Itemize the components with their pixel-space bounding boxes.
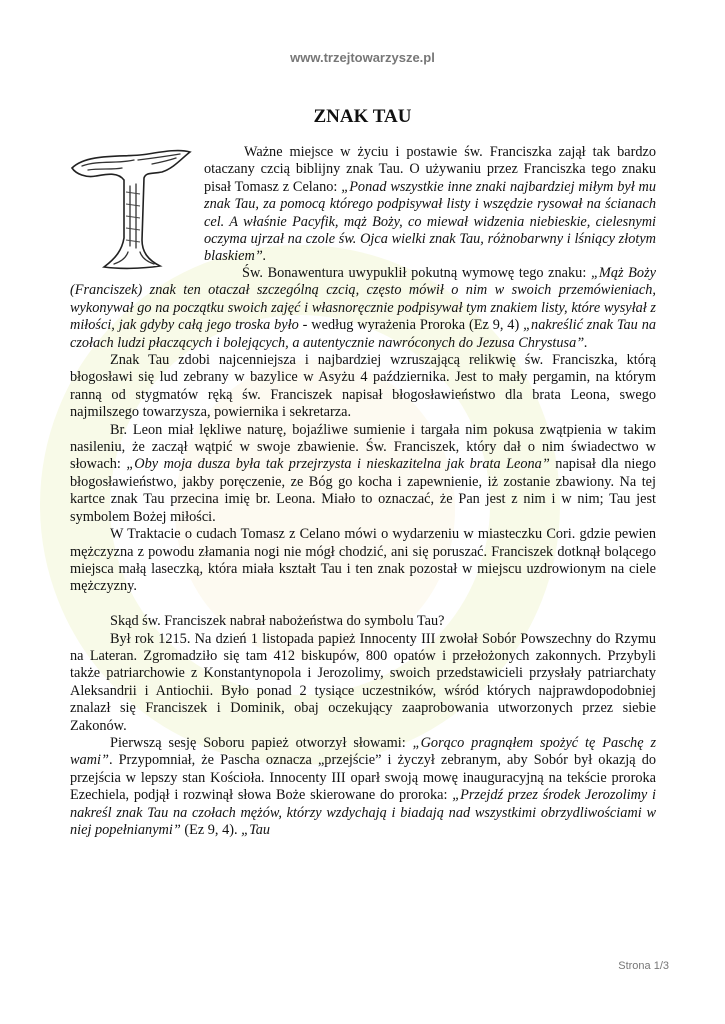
paragraph-session xyxy=(70,735,656,839)
paragraph-text: napisał dla niego błogosławieństwo, jakby poręczenie, ze Bóg go kocha i zapewnienie, iż zostanie zbawiony. Na tej kartce znak Tau przecina imię br. Leona. Miało to oznaczać, że Pan jest z nim i w nim; Tau jest symbolem Bożej miłości. xyxy=(70,456,657,525)
tau-cross-icon xyxy=(68,148,194,272)
quote-text: „nakreślić znak Tau na czołach ludzi płaczących i bolejących, a autentycznie nawróconych do Jezusa Chrystusa”. xyxy=(70,317,656,351)
intro-text: Ważne miejsce w życiu i postawie św. Franciszka zajął tak bardzo otaczany czcią biblijny znak Tau. O używaniu przez Franciszka tego znaku pisał Tomasz z Celano: xyxy=(204,144,656,195)
paragraph-leon xyxy=(70,422,656,526)
paragraph-text: (Ez 9, 4). xyxy=(180,821,242,838)
quote-text: „Mąż Boży (Franciszek) znak ten otaczał szczególną czcią, często mówił o nim w swoich przemówieniach, wykonywał go na początku swoich zajęć i własnoręcznie podpisywał tym znakiem listy, które wysyłał z miłości, jak gdyby całą jego troska było xyxy=(70,265,656,334)
paragraph-cori: W Traktacie o cudach Tomasz z Celano mówi o wydarzeniu w miasteczku Cori. gdzie pewien mężczyzna z powodu złamania nogi nie mógł chodzić, ani się poruszać. Franciszek dotknął bolącego miejsca małą laseczką, która miała kształt Tau i ten znak pozostał w miejscu uzdrowionym na ciele mężczyzny. xyxy=(70,526,656,595)
intro-paragraph xyxy=(204,144,656,266)
site-url-header: www.trzejtowarzysze.pl xyxy=(290,50,435,65)
main-text xyxy=(70,265,656,839)
paragraph-text: Św. Bonawentura uwypuklił pokutną wymowę tego znaku: xyxy=(242,265,591,281)
quote-text: „Tau xyxy=(241,821,271,838)
intro-quote: „Ponad wszystkie inne znaki najbardziej miłym był mu znak Tau, za pomocą którego podpisywał listy i wszędzie rysował na ścianach cel. A właśnie Pacyfik, mąż Boży, co miewał widzenia niebieskie, cielesnymi oczyma ujrzał na czole św. Ojca wielki znak Tau, różnobarwny i lśniący złotym blaskiem”. xyxy=(204,178,656,265)
page-number: Strona 1/3 xyxy=(618,960,669,972)
paragraph-council: Był rok 1215. Na dzień 1 listopada papież Innocenty III zwołał Sobór Powszechny do Rzymu na Lateran. Zgromadziło się tam 412 biskupów, 800 opatów i przełożonych zakonnych. Przybyli także patriarchowie z Konstantynopola i Jerozolimy, swoich przedstawicieli przysłały patriarchaty Aleksandrii i Antiochii. Było ponad 2 tysiące uczestników, wśród których najprawdopodobniej znalazł się Franciszek i Dominik, obaj oczekujący zaaprobowania utworzonych przez siebie Zakonów. xyxy=(70,630,656,734)
quote-text: „Gorąco pragnąłem spożyć tę Paschę z wami” xyxy=(70,734,657,769)
paragraph-question: Skąd św. Franciszek nabrał nabożeństwa do symbolu Tau? xyxy=(110,613,445,630)
quote-text: „Oby moja dusza była tak przejrzysta i nieskazitelna jak brata Leona” xyxy=(126,456,550,473)
paragraph-text: Pierwszą sesję Soboru papież otworzył słowami: xyxy=(110,734,413,751)
paragraph-text: - według wyrażenia Proroka (Ez 9, 4) xyxy=(298,317,524,334)
paragraph-text: . Przypomniał, że Pascha oznacza „przejście” i życzył zebranym, aby Sobór był okazją do przejścia w lepszy stan Kościoła. Innocenty III oparł swoją mowę inauguracyjną na tekście proroka Ezechiela, podjął i rozwinął słowa Boże skierowane do proroka: xyxy=(70,752,656,804)
paragraph-relic: Znak Tau zdobi najcenniejsza i najbardziej wzruszającą relikwię św. Franciszka, którą błogosławi się lud zebrany w bazylice w Asyżu 4 października. Jest to mały pergamin, na którym ranną od stygmatów ręką św. Franciszek napisał błogosławieństwo dla brata Leona, swego najmilszego towarzysza, powiernika i sekretarza. xyxy=(70,352,656,421)
page-title: ZNAK TAU xyxy=(313,106,412,127)
quote-text: „Przejdź przez środek Jerozolimy i nakreśl znak Tau na czołach mężów, którzy wzdychają i biadają nad wszystkimi obrzydliwościami w niej popełnianymi” xyxy=(70,787,656,838)
paragraph-bonawentura xyxy=(70,265,656,352)
paragraph-text: Br. Leon miał lękliwe naturę, bojaźliwe sumienie i targała nim pokusa zwątpienia w takim nasileniu, że zaczął wątpić w swoje zbawienie. Św. Franciszek, który dał o nim świadectwo w słowach: xyxy=(70,421,656,473)
